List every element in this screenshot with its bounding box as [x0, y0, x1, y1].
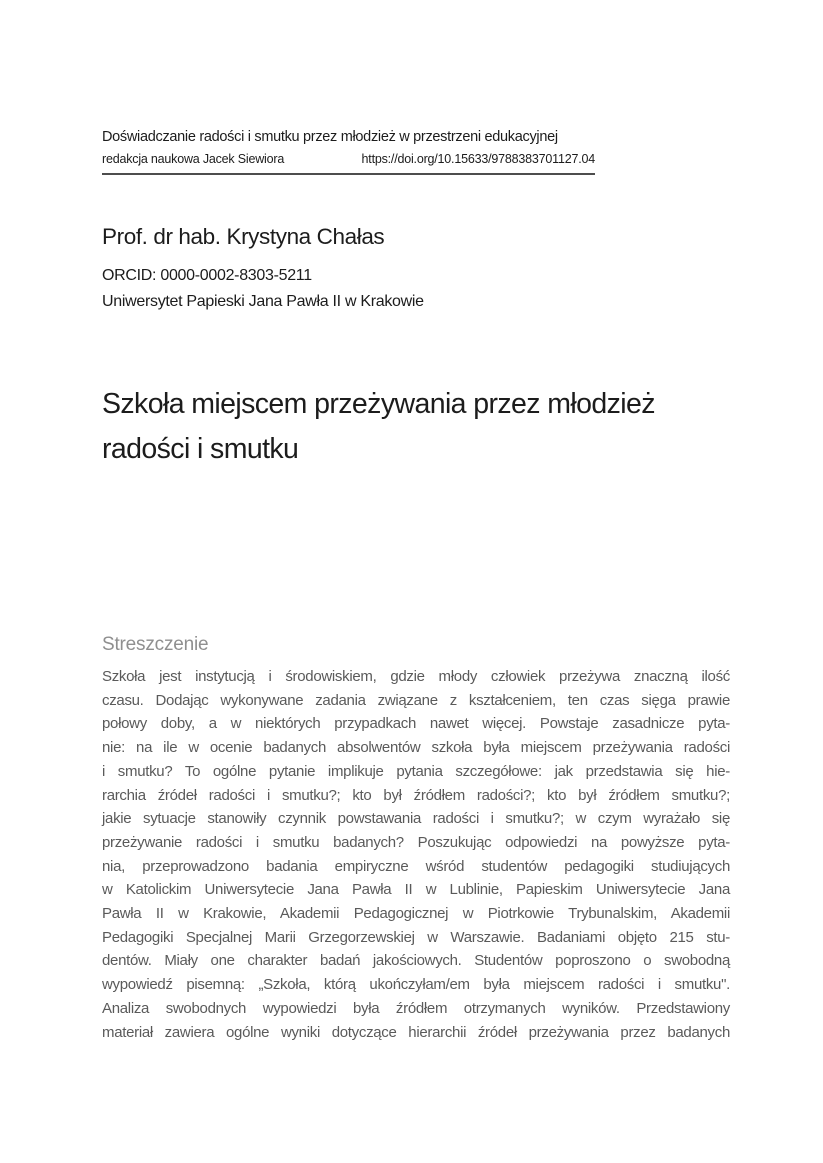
book-title: Doświadczanie radości i smutku przez młodzież w przestrzeni edukacyjnej — [102, 129, 558, 145]
abstract-line: jakie sytuacje stanowiły czynnik powstawania radości i smutku?; w czym wyrażało się — [102, 810, 730, 828]
running-header — [102, 128, 595, 175]
abstract-line: połowy doby, a w niektórych przypadkach nawet więcej. Powstaje zasadnicze pyta- — [102, 715, 730, 733]
abstract-line: Pawła II w Krakowie, Akademii Pedagogicznej w Piotrkowie Trybunalskim, Akademii — [102, 905, 730, 923]
abstract-line: Analiza swobodnych wypowiedzi była źródłem otrzymanych wyników. Przedstawiony — [102, 999, 730, 1017]
abstract-line: nie: na ile w ocenie badanych absolwentów szkoła była miejscem przeżywania radości — [102, 739, 730, 757]
abstract-text — [102, 665, 730, 1044]
author-orcid: ORCID: 0000-0002-8303-5211 — [102, 267, 312, 284]
abstract-line: nia, przeprowadzono badania empiryczne wśród studentów pedagogiki studiujących — [102, 857, 730, 875]
abstract-line: materiał zawiera ogólne wyniki dotyczące hierarchii źródeł przeżywania przez badanych — [102, 1023, 730, 1041]
header-rule — [102, 173, 595, 175]
abstract-line: przeżywanie radości i smutku badanych? Poszukując odpowiedzi na powyższe pyta- — [102, 833, 730, 851]
abstract-line: Szkoła jest instytucją i środowiskiem, gdzie młody człowiek przeżywa znaczną ilość — [102, 668, 730, 685]
author-name: Prof. dr hab. Krystyna Chałas — [102, 224, 385, 249]
author-meta — [102, 263, 424, 314]
author-affiliation: Uniwersytet Papieski Jana Pawła II w Krakowie — [102, 292, 424, 310]
abstract-line: i smutku? To ogólne pytanie implikuje pytania szczegółowe: jak przedstawia się hie- — [102, 762, 730, 780]
abstract-line: rarchia źródeł radości i smutku?; kto był źródłem radości?; kto był źródłem smutku?; — [102, 786, 730, 804]
header-meta-row — [102, 151, 595, 167]
chapter-title-line: radości i smutku — [102, 433, 299, 465]
abstract-heading: Streszczenie — [102, 634, 209, 655]
abstract-line: Pedagogiki Specjalnej Marii Grzegorzewskiej w Warszawie. Badaniami objęto 215 stu- — [102, 928, 730, 946]
abstract-line: w Katolickim Uniwersytecie Jana Pawła II w Lublinie, Papieskim Uniwersytecie Jana — [102, 881, 730, 899]
editor-credit: redakcja naukowa Jacek Siewiora — [102, 152, 285, 166]
abstract-line: wypowiedź pisemną: „Szkoła, którą ukończyłam/em była miejscem radości i smutku". — [102, 976, 730, 994]
abstract-line: dentów. Miały one charakter badań jakościowych. Studentów poproszono o swobodną — [102, 952, 730, 970]
abstract-line: czasu. Dodając wykonywane zadania związane z kształceniem, ten czas sięga prawie — [102, 691, 730, 709]
doi-link[interactable]: https://doi.org/10.15633/9788383701127.04 — [361, 152, 595, 166]
chapter-title — [102, 382, 655, 472]
chapter-title-line: Szkoła miejscem przeżywania przez młodzież — [102, 388, 655, 420]
